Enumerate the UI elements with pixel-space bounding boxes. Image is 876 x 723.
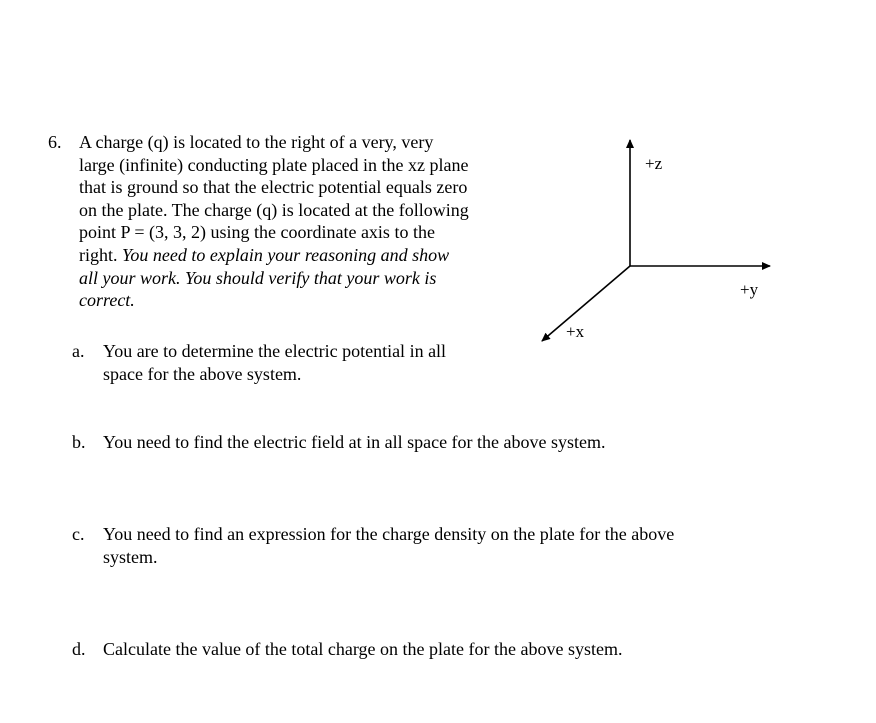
- question-line-italic: You need to explain your reasoning and show: [122, 244, 450, 265]
- question-line: correct.: [79, 290, 135, 311]
- part-a-label: a.: [72, 341, 85, 361]
- part-c-label: c.: [72, 524, 85, 544]
- question-line: point P = (3, 3, 2) using the coordinate axis to the: [79, 222, 435, 243]
- question-line: A charge (q) is located to the right of a very, very: [79, 132, 434, 152]
- question-line: on the plate. The charge (q) is located at the following: [79, 199, 469, 220]
- part-b-line: You need to find the electric field at in all space for the above system.: [103, 432, 606, 452]
- part-d-line: Calculate the value of the total charge on the plate for the above system.: [103, 639, 623, 659]
- part-a-line: space for the above system.: [103, 363, 302, 384]
- part-d-label: d.: [72, 639, 86, 659]
- question-line-start: right.: [79, 244, 122, 265]
- part-c-line: You need to find an expression for the charge density on the plate for the above: [103, 524, 675, 544]
- part-b-label: b.: [72, 432, 86, 452]
- question-line: all your work. You should verify that your work is: [79, 267, 437, 288]
- x-axis-label: +x: [566, 322, 585, 341]
- x-axis: [542, 266, 630, 341]
- question-line: large (infinite) conducting plate placed in the xz plane: [79, 154, 469, 175]
- part-a-line: You are to determine the electric potential in all: [103, 341, 447, 361]
- z-axis-label: +z: [645, 154, 663, 173]
- y-axis-label: +y: [740, 280, 759, 299]
- question-number: 6.: [48, 132, 62, 152]
- question-line: that is ground so that the electric potential equals zero: [79, 177, 468, 198]
- part-c-line: system.: [103, 546, 158, 567]
